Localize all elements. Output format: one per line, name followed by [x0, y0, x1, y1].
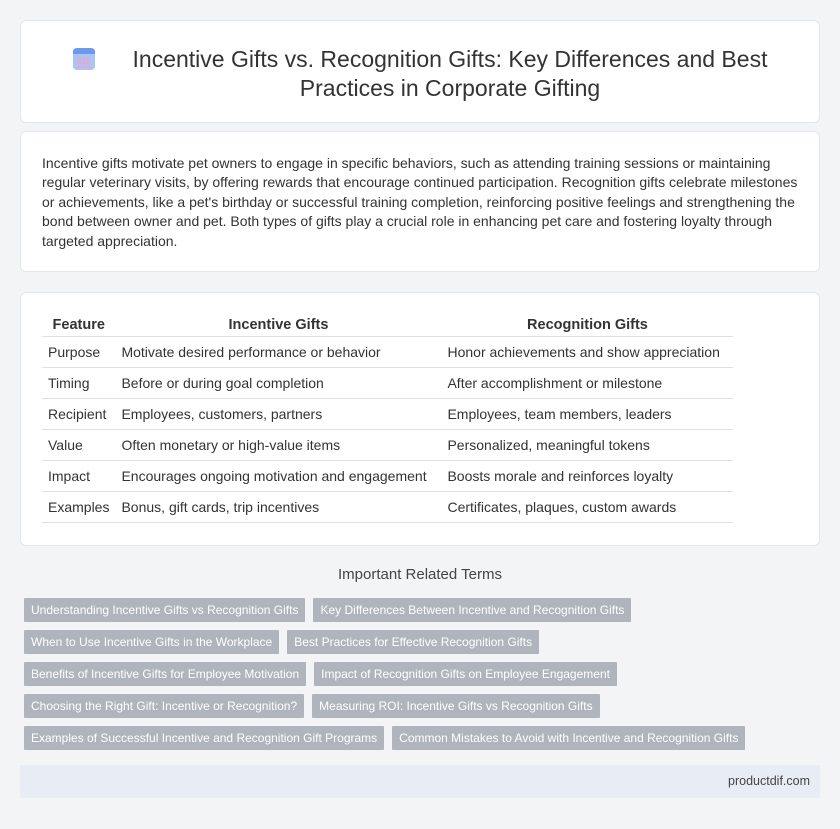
cell-feature: Purpose: [42, 337, 115, 368]
related-term-link[interactable]: Examples of Successful Incentive and Recognition Gift Programs: [24, 726, 384, 750]
title-card: [20, 20, 820, 123]
footer-site[interactable]: productdif.com: [728, 774, 810, 788]
related-term-link[interactable]: Measuring ROI: Incentive Gifts vs Recognition Gifts: [312, 694, 599, 718]
footer: [20, 765, 820, 798]
header-recognition: Recognition Gifts: [441, 313, 733, 337]
table-row: [42, 368, 733, 399]
related-term-link[interactable]: When to Use Incentive Gifts in the Workplace: [24, 630, 279, 654]
cell-recognition: Employees, team members, leaders: [441, 399, 733, 430]
table-header-row: [42, 313, 733, 337]
table-row: [42, 492, 733, 523]
table-row: [42, 430, 733, 461]
comparison-table: [42, 313, 733, 523]
intro-paragraph: Incentive gifts motivate pet owners to engage in specific behaviors, such as attending training sessions or maintaining regular veterinary visits, by offering rewards that encourage continued participation. Recognition gifts celebrate milestones or achievements, like a pet's birthday or successful training completion, reinforcing positive feelings and strengthening the bond between owner and pet. Both types of gifts play a crucial role in enhancing pet care and fostering loyalty through targeted appreciation.: [42, 155, 798, 249]
cell-feature: Timing: [42, 368, 115, 399]
related-term-link[interactable]: Choosing the Right Gift: Incentive or Recognition?: [24, 694, 304, 718]
cell-feature: Examples: [42, 492, 115, 523]
related-term-link[interactable]: Key Differences Between Incentive and Recognition Gifts: [313, 598, 631, 622]
cell-incentive: Often monetary or high-value items: [115, 430, 441, 461]
related-terms-list: [24, 598, 824, 758]
cell-incentive: Employees, customers, partners: [115, 399, 441, 430]
cell-recognition: Honor achievements and show appreciation: [441, 337, 733, 368]
cell-recognition: After accomplishment or milestone: [441, 368, 733, 399]
intro-card: [20, 131, 820, 272]
comparison-card: [20, 292, 820, 546]
table-row: [42, 337, 733, 368]
related-term-link[interactable]: Benefits of Incentive Gifts for Employee Motivation: [24, 662, 306, 686]
cell-feature: Value: [42, 430, 115, 461]
related-term-link[interactable]: Understanding Incentive Gifts vs Recognition Gifts: [24, 598, 305, 622]
related-term-link[interactable]: Common Mistakes to Avoid with Incentive and Recognition Gifts: [392, 726, 745, 750]
table-row: [42, 399, 733, 430]
calendar-grid-icon: [73, 48, 95, 70]
cell-recognition: Personalized, meaningful tokens: [441, 430, 733, 461]
table-row: [42, 461, 733, 492]
cell-feature: Impact: [42, 461, 115, 492]
cell-feature: Recipient: [42, 399, 115, 430]
cell-incentive: Before or during goal completion: [115, 368, 441, 399]
cell-incentive: Encourages ongoing motivation and engagement: [115, 461, 441, 492]
cell-incentive: Bonus, gift cards, trip incentives: [115, 492, 441, 523]
related-terms-heading: Important Related Terms: [338, 566, 502, 583]
page-title: Incentive Gifts vs. Recognition Gifts: Key Differences and Best Practices in Corporate Gifting: [132, 46, 768, 101]
cell-recognition: Boosts morale and reinforces loyalty: [441, 461, 733, 492]
header-incentive: Incentive Gifts: [115, 313, 441, 337]
related-term-link[interactable]: Impact of Recognition Gifts on Employee Engagement: [314, 662, 617, 686]
header-feature: Feature: [42, 313, 115, 337]
cell-recognition: Certificates, plaques, custom awards: [441, 492, 733, 523]
cell-incentive: Motivate desired performance or behavior: [115, 337, 441, 368]
related-term-link[interactable]: Best Practices for Effective Recognition Gifts: [287, 630, 539, 654]
